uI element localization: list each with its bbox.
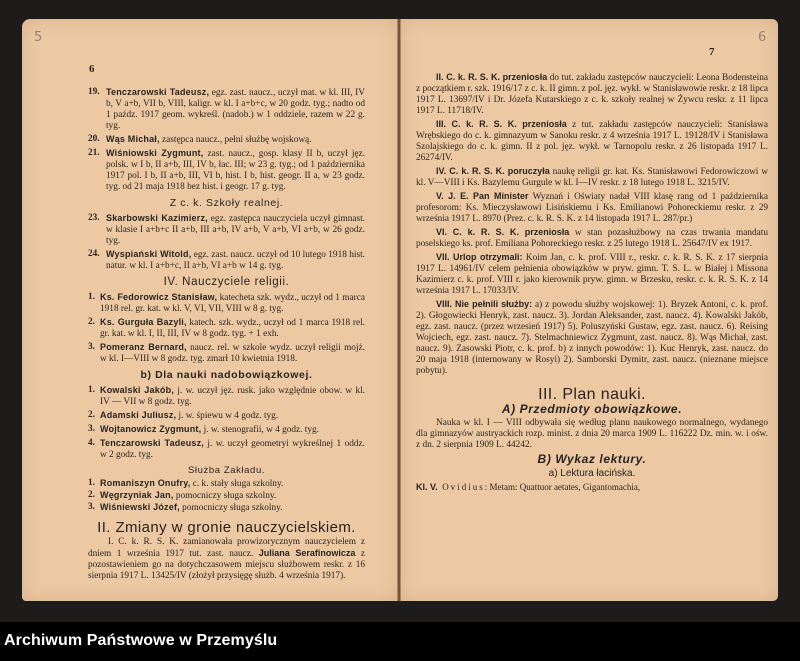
entry-number: 2. — [88, 317, 95, 327]
paragraph-lead: VII. Urlop otrzymali: — [436, 252, 523, 262]
paragraph-lead: VIII. Nie pełnili służby: — [436, 299, 533, 309]
entry-number: 3. — [88, 424, 95, 434]
archive-footer — [0, 622, 800, 661]
paragraph-lead: VI. C. k. R. S. K. przeniosła — [436, 227, 570, 237]
paragraph-lead: V. J. E. Pan Minister — [436, 191, 529, 201]
entry-number: 23. — [88, 213, 100, 223]
staff-entry — [88, 148, 365, 193]
author-name: Ovidius — [442, 482, 485, 492]
paragraph-text: z tut. zakładu zastępców nauczycieli: Stanisława Wrębskiego do c. k. gimnazyum w Sanoku reskr. z 4 września 1917 L. 19128/IV i Stanisława Szolajskiego do c. k. gimn. II z pol. jęz. wykł. w Tarnopolu reskr. z 26 listopada 1917 L. 26274/IV. — [416, 120, 768, 163]
decree-paragraph — [416, 72, 768, 117]
class-label: Kl. V. — [416, 482, 438, 492]
decree-paragraph — [416, 252, 768, 297]
entry-text: pomocniczy sługa szkolny. — [179, 503, 283, 513]
entry-number: 3. — [88, 502, 95, 512]
staff-entry — [88, 502, 365, 514]
paragraph-text: a) z powodu służby wojskowej: 1). Bryzek Antoni, c. k. prof. 2). Głogowiecki Henryk, zast. naucz. 3). Jordan Aleksander, zast. naucz. 4). Kowalski Jakób, egz. zast. naucz. (przez wrzesień 1917) 5). Poluszyński Gustaw, egz. zast. naucz. 6). Reising Wojciech, egz. zast. naucz. 7). Stelmachniewicz Zygmunt, zast. naucz. 8). Wąs Michał, zast. naucz. 9). Zasowski Piotr, c. k. prof. b) z innych powodów: 1). Kuc Henryk, zast. naucz. do 20 maja 1918 (internowany w Rosyi) 2). Samborski Dymitr, zast. naucz. (nieznane miejsce pobytu). — [416, 300, 768, 376]
paragraph-text: do tut. zakładu zastępców nauczycieli: Leona Bodensteina z początkiem r. szk. 1916/17 z c. k. II gimn. z pol. jęz. wykł. w Stanisławowie reskr. z 18 lipca 1917 L. 13697/IV i Dr. Józefa Kutarskiego z c. k. szkoły realnej w Żywcu reskr. z 11 lipca 1917 L. 11718/IV. — [416, 73, 768, 116]
paragraph-text: Koim Jan, c. k. prof. VIII r., reskr. c. k. R. S. K. z 17 sierpnia 1917 L. 14961/IV celem pełnienia obowiązków w pryw. gimn. T. S. L. w Białej i Missona Kazimierz c. k. prof. VIII r. jako kierownik pryw. gimn. w Brzesku, reskr. c. k. R. S. K. z 14 września 1917 L. 17033/IV. — [416, 253, 768, 296]
entry-name: Wojtanowicz Zygmunt, — [100, 424, 202, 434]
entry-number: 1. — [88, 478, 95, 488]
plan-section-heading: III. Plan nauki. — [538, 386, 646, 403]
entry-text: j. w. uczył geometryi wykreślnej 1 oddz. w 2 godz. tyg. — [100, 439, 365, 460]
entry-name: Pomeranz Bernard, — [100, 342, 187, 352]
entry-name: Tenczarowski Tadeusz, — [106, 87, 210, 97]
entry-text: j. w. uczył jęz. rusk. jako względnie obow. w kl. IV — VII w 8 godz. tyg. — [100, 386, 366, 407]
paragraph-text: Wyznań i Oświaty nadał VIII klasę rang od 1 października profesorom: Ks. Mieczysławowi Lisińskiemu i Ks. Emilianowi Pohoreckiemu reskr. z 29 września 1917 L. 8970 (Prez. c. k. R. S. K. z 14 listopada 1917 L. 287/pr.) — [416, 192, 768, 224]
entry-text: pomocniczy sługa szkolny. — [173, 491, 277, 501]
realna-heading: Z c. k. Szkoły realnej. — [169, 197, 284, 209]
reading-list-heading: B) Wykaz lektury. — [537, 452, 647, 466]
staff-entry — [88, 490, 365, 502]
entry-text: j. w. śpiewu w 4 godz. tyg. — [176, 411, 279, 421]
decree-paragraph — [416, 191, 768, 225]
entry-number: 1. — [88, 385, 95, 395]
page-number-left: 6 — [89, 63, 95, 75]
decree-paragraph — [416, 166, 768, 189]
curriculum-paragraph: Nauka w kl. I — VIII odbywała się według planu naukowego normalnego, wydanego dla gimnazyów austryackich rozp. minist. z dnia 20 marca 1909 L. 116222 Dz. min. w. i ośw. z dn. 2 sierpnia 1909 L. 44242. — [416, 418, 768, 450]
staff-entry — [88, 87, 365, 132]
reading-text: : Metam: Quattuor aetates, Gigantomachia, — [484, 482, 641, 492]
entry-name: Romaniszyn Onufry, — [100, 478, 191, 488]
entry-name: Adamski Juliusz, — [100, 410, 177, 420]
page-number-right: 7 — [709, 46, 715, 58]
optional-entry — [88, 424, 365, 436]
religion-heading: IV. Nauczyciele religii. — [163, 276, 290, 288]
entry-text: naucz. rel. w szkole wydz. uczył religii mojż. w kl. I—VIII w 8 godz. tyg. zmarł 10 kwietnia 1918. — [100, 343, 365, 364]
pencil-archive-number-left: 5 — [34, 30, 43, 45]
book-spine — [397, 19, 401, 601]
staff-entry — [88, 478, 365, 490]
entry-number: 21. — [88, 148, 100, 158]
paragraph-text: I. C. k. R. S. K. zamianowała prowizorycznym nauczycielem z dniem 1 września 1917 tut. zast. naucz. — [88, 537, 365, 559]
changes-section-heading: II. Zmiany w gronie nauczycielskiem. — [97, 519, 356, 536]
left-page-text — [88, 87, 365, 584]
optional-entry — [88, 385, 365, 408]
entry-name: Ks. Fedorowicz Stanisław, — [100, 292, 218, 302]
paragraph-text: w stan pozasłużbowy na czas trwania mandatu poselskiego ks. prof. Emiliana Pohoreckiego reskr. z 25 lutego 1918 L. 25647/IV ex 1917. — [416, 228, 768, 249]
entry-number: 19. — [88, 87, 100, 97]
class-reading-line — [416, 482, 768, 493]
decree-paragraph — [416, 227, 768, 250]
optional-subjects-heading: b) Dla nauki nadobowiązkowej. — [140, 369, 313, 381]
optional-entry — [88, 438, 365, 461]
entry-text: katecheta szk. wydz., uczył od 1 marca 1918 rel. gr. kat. w kl. V, VI, VII, VIII w 8 g. tyg. — [100, 293, 365, 314]
entry-name: Wąs Michał, — [106, 134, 160, 144]
entry-name: Tenczarowski Tadeusz, — [100, 438, 204, 448]
religion-entry — [88, 292, 365, 315]
right-page-text — [416, 72, 768, 493]
entry-text: egz. zast. naucz., uczył mat. w kl. III, IV b, V a+b, VII b, VIII, kaligr. w kl. I a+b+c, w 20 godz. tyg.; nadto od 1 paźdz. 1917 geom. wykreśl. (nadob.) w 1 oddziele, razem w 22 g. tyg. — [106, 88, 365, 131]
paragraph-lead: IV. C. k. R. S. K. poruczyła — [436, 166, 550, 176]
entry-number: 2. — [88, 490, 95, 500]
entry-number: 20. — [88, 134, 100, 144]
entry-text: j. w. stenografii, w 4 godz. tyg. — [201, 425, 319, 435]
entry-text: katech. szk. wydz., uczył od 1 marca 1918 rel. gr. kat. w kl. I, II, III, IV w 8 godz. tyg. + 1 exh. — [100, 318, 365, 339]
latin-reading-heading: a) Lektura łacińska. — [548, 468, 636, 479]
paragraph-lead: II. C. k. R. S. K. przeniosła — [436, 72, 548, 82]
entry-text: c. k. stały sługa szkolny. — [190, 479, 284, 489]
religion-entry — [88, 342, 365, 365]
entry-text: egz. zast. naucz. uczył od 10 lutego 1918 hist. natur. w kl. I a+b+c, II a+b, VI a+b w 14 g. tyg. — [106, 250, 365, 271]
changes-paragraph — [88, 537, 365, 582]
entry-name: Wiśniowski Zygmunt, — [106, 148, 204, 158]
entry-number: 24. — [88, 249, 100, 259]
entry-name: Wyspiański Witold, — [106, 249, 192, 259]
decree-paragraph — [416, 119, 768, 164]
pencil-archive-number-right: 6 — [758, 30, 767, 45]
entry-name: Kowalski Jakób, — [100, 385, 175, 395]
staff-entry — [88, 213, 365, 247]
entry-number: 2. — [88, 410, 95, 420]
entry-number: 3. — [88, 342, 95, 352]
entry-name: Ks. Gurguła Bazyli, — [100, 317, 187, 327]
paragraph-name: Juliana Serafinowicza — [258, 548, 356, 558]
optional-entry — [88, 410, 365, 422]
staff-entry — [88, 249, 365, 272]
religion-entry — [88, 317, 365, 340]
entry-name: Wiśniewski Józef, — [100, 502, 180, 512]
entry-name: Skarbowski Kazimierz, — [106, 213, 208, 223]
school-staff-heading: Służba Zakładu. — [187, 465, 266, 476]
staff-entry — [88, 134, 365, 146]
archive-name: Archiwum Państwowe w Przemyślu — [4, 632, 278, 649]
entry-number: 1. — [88, 292, 95, 302]
entry-name: Węgrzyniak Jan, — [100, 490, 174, 500]
paragraph-text: z pozostawieniem go na dotychczasowem miejscu służbowem reskr. z 16 sierpnia 1917 L. 13425/IV (złożył przysięgę służb. 4 września 1917). — [88, 549, 365, 581]
entry-number: 4. — [88, 438, 95, 448]
required-subjects-heading: A) Przedmioty obowiązkowe. — [501, 402, 683, 416]
decree-paragraph — [416, 299, 768, 377]
entry-text: zastępca naucz., pełni służbę wojskową. — [159, 135, 312, 145]
entry-text: zast. naucz., gosp. klasy II b, uczył jęz. polsk. w I b, II a+b, III, IV b, łac. III; w 23 g. tyg.; od 1 października 1917 pol. I b, II a+b, III, VI b, hist. I b, hist. geogr. II a, w 23 godz. tyg. od 21 maja 1918 bez hist. i geogr. 17 g. tyg. — [106, 149, 365, 192]
paragraph-text: naukę religii gr. kat. Ks. Stanisławowi Fedorowiczowi w kl. V—VIII i Ks. Bazylemu Gurgule w kl. I—IV reskr. z 18 lutego 1918 L. 3215/IV. — [416, 167, 768, 188]
entry-text: egz. zastępca nauczyciela uczył gimnast. w klasie I a+b+c II a+b, III a+b, IV a+b, V a+b, VI a+b, w 26 godz. tyg. — [106, 214, 365, 246]
paragraph-lead: III. C. k. R. S. K. przeniosła — [436, 119, 567, 129]
